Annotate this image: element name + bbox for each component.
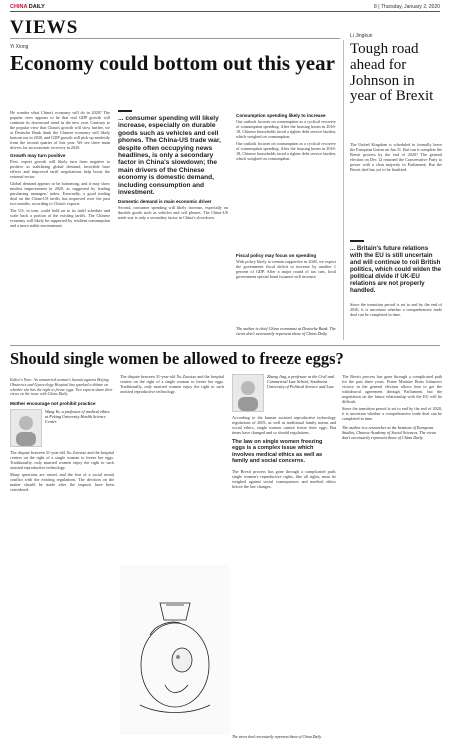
editors-note: Editor's Note: An unmarried woman's lawsuit against Beijing Obstetrics and Gynecology Hospital has sparked a debate on whether she has the right to freeze eggs. Two experts share their views on the issue with China Daily. — [10, 377, 113, 397]
article1-pullquote: ... consumer spending will likely increase, especially on durable goods such as vehicles and cell phones. The China-US trade war, despite often occupying news headlines, is only a secondary factor in China's slowdown; the main drivers of the Chinese economy is domestic demand, including consumption and investment. — [118, 115, 221, 197]
article3-col3-text: According to the human assisted reproductive technology regulations of 2003, as well as traditional family norms and social ethics, single women cannot freeze their eggs. But times have changed and so should regulations. — [232, 415, 336, 435]
article1-bio: The author is chief China economist at Deutsche Bank. The views don't necessarily represent those of China Daily. — [236, 326, 336, 336]
article1-col2-text: Global demand appears to be bottoming, and it may show modest improvement in 2020, as suggested by leading purchasing managers' index. Externally, a good trading deal on the China-US tariffs has improved over the past two months, according to China's exports. — [10, 181, 110, 206]
article2-byline: Li Jingkun — [350, 33, 373, 39]
article1-column-1 — [10, 110, 110, 378]
author-bio-2: Zhang Jing, a professor at the Civil and Commercial Law School, Southwest University of Political Science and Law. — [267, 374, 335, 389]
article2-pullquote-box — [350, 240, 442, 300]
logo-china-text: CHINA — [10, 4, 28, 10]
issue-date: 8 | Thursday, January 2, 2020 — [374, 4, 440, 10]
article1-column-2 — [118, 110, 228, 378]
article1-subhead-1: Growth may turn positive — [10, 153, 66, 158]
article1-fiscal-block — [236, 250, 336, 324]
date-text: Thursday, January 2, 2020 — [380, 4, 440, 10]
article2-col1-text: The United Kingdom is scheduled to formally leave the European Union on Jan 31. But can it complete the Brexit process by the end of 2020? The general election on Dec 12 returned the Conservative Party to power with a clear majority in Parliament. But the Brexit deal has yet to be finalized. — [350, 142, 442, 172]
article-divider — [10, 345, 440, 346]
article1-subhead-3: Consumption spending likely to increase — [236, 113, 326, 118]
section-title: VIEWS — [10, 17, 79, 38]
article2-col2-text: The Brexit process has gone through a complicated path for the past three years. Prime Minister Boris Johnson's victory in the general election allows him to get the withdrawal agreement through Parliament, but the negotiation on the future relationship with the EU will be difficult. — [342, 374, 442, 404]
article1-col5-text-b: Our outlook focuses on consumption as a cyclical recovery of consumption spending. After the housing boom in 2016-18, Chinese households faced a tighter debt service burden, which weighed on consumption. — [236, 141, 336, 161]
article1-col1b-text: First, export growth will likely turn from negative to positive as stabilizing global demand, favorable base effects and improved tariff negotiations help boost the external sector. — [10, 159, 110, 179]
logo-daily-text: DAILY — [27, 4, 45, 10]
column-divider — [343, 40, 344, 340]
article2-bio: The author is a researcher at the Institute of European Studies, Chinese Academy of Social Sciences. The views don't necessarily represent those of China Daily. — [342, 425, 437, 440]
article1-col1-text: He wonder what China's economy will do in 2020? The popular view appears to be that real GDP growth will continue its downward trend in the new year. Contrary to the popular view that China's growth will slow further, we at Deutsche Bank think the Chinese economy will likely bottom out in 2020, and GDP growth will pick up modestly from the second quarter of this year. We see three main drivers for an economic recovery in 2020. — [10, 110, 110, 150]
article1-byline: Yi Xiong — [10, 44, 29, 50]
article3-pullquote: The law on single women freezing eggs is a complex issue which involves medical ethics as well as family and social concerns. — [232, 439, 323, 465]
article2-headline: Tough road ahead for Johnson in year of Brexit — [350, 41, 434, 105]
masthead-logo — [10, 4, 45, 10]
article1-col6-text: With policy likely to remain supportive in 2020, we expect the government fiscal deficit to increase by another 1 percent of GDP. After a major round of tax cuts, local government special bond issuance will increase. — [236, 259, 336, 279]
article1-subhead-4: Fiscal policy may focus on spending — [236, 253, 317, 258]
article3-col2b-text: The dispute between 31-year-old Xu Zaoxiao and the hospital centers on the right of a single woman to freeze her eggs. Traditionally, only married women enjoy the right to such assisted reproductive technology. — [120, 374, 224, 394]
article1-col4-text: Second, consumer spending will likely increase, especially on durable goods such as vehicles and cell phones. The China-US trade war is only a secondary factor in China's slowdown. — [118, 205, 228, 221]
article3-headline: Should single women be allowed to freeze eggs? — [10, 349, 344, 368]
article3-column-1 — [10, 374, 114, 734]
pullquote-mark — [118, 110, 132, 112]
article3-bottom-note: The views don't necessarily represent those of China Daily. — [232, 735, 322, 739]
article3-col4-text: The Brexit process has gone through a complicated path; single women's reproductive rights, like all rights, must be weighed against social consequences and medical ethics before the law changes. — [232, 468, 336, 489]
section-rule — [10, 38, 340, 39]
article3-col1-text: The dispute between 31-year-old Xu Zaoxiao and the hospital centers on the right of a single woman to freeze her eggs. Traditionally, only married women enjoy the right to such assisted reproductive technology. — [10, 450, 114, 471]
article3-col2-text: Many questions are raised, and the fear of a social moral conflict with the existing regulations. The decision on the matter should be made after the impacts have been considered. — [10, 472, 114, 493]
author-bio-1: Wang Yu, a professor of medical ethics at Peking University Health Science Center. — [45, 409, 110, 425]
article3-illustration — [120, 565, 230, 735]
article3-subhead-1: Mother encourage not prohibit practice — [10, 401, 96, 407]
author-photo-2 — [232, 374, 264, 412]
page-number: 8 — [374, 4, 377, 10]
article3-column-3 — [232, 374, 336, 734]
article1-col3-text: The US, in turn, could hold on to its tariff schedule and scale back a portion of the existing tariffs. The Chinese economy will likely be supported by resilient consumption and a more stable environment. — [10, 208, 110, 228]
article2-tail — [350, 302, 442, 342]
article2-pullquote: ... Britain's future relations with the EU is still uncertain and will continue to roil British politics, which could widen the political divide if UK-EU relations are not properly handled. — [350, 245, 442, 294]
article1-headline: Economy could bottom out this year — [10, 51, 335, 75]
author-photo-1 — [10, 409, 42, 447]
article2-col3-text: Since the transition period is set to end by the end of 2020, it is uncertain whether a comprehensive trade deal can be completed in time. — [350, 302, 442, 317]
article1-col5-text: Our outlook focuses on consumption as a cyclical recovery of consumption spending. After the housing boom in 2016-18, Chinese households faced a tighter debt service burden, which weighed on consumption. — [236, 119, 336, 139]
masthead-rule — [10, 11, 440, 12]
pullquote-mark-2 — [350, 240, 364, 242]
article1-subhead-2: Domestic demand is main economic driver — [118, 199, 212, 205]
article2-col3b-text: Since the transition period is set to end by the end of 2020, it is uncertain whether a comprehensive trade deal can be completed in time. — [342, 406, 442, 421]
article3-column-4 — [342, 374, 442, 734]
article2-lead-column — [350, 142, 442, 238]
